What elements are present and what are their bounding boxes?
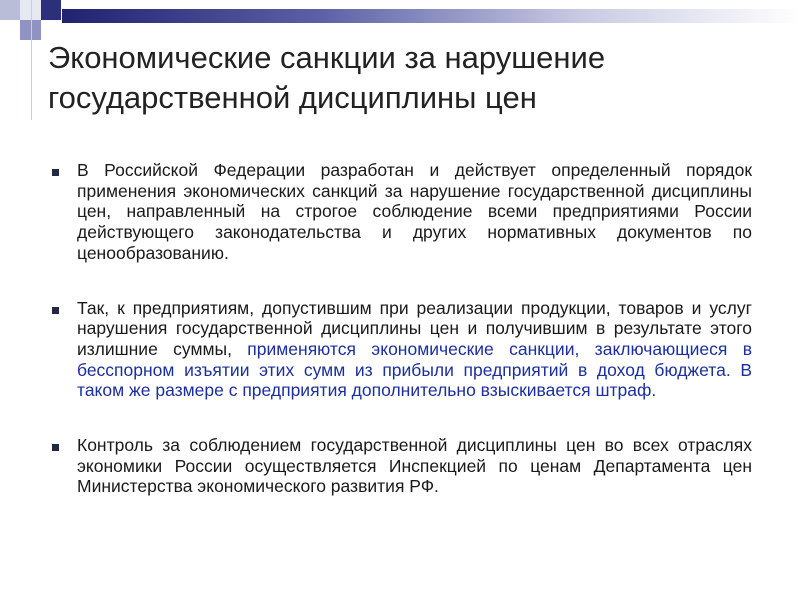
decor-square bbox=[0, 0, 20, 20]
slide-title: Экономические санкции за нарушение государственной дисциплины цен bbox=[48, 40, 606, 115]
decor-vertical-line bbox=[31, 0, 32, 120]
square-bullet-icon bbox=[52, 444, 59, 451]
highlighted-text: применяются экономические санкции, заключающиеся в бесспорном изъятии этих сумм из прибыли предприятий в доход бюджета. В таком же размере с предприятия дополнительно взыскивается штраф. bbox=[77, 338, 752, 401]
header-gradient-bar bbox=[62, 9, 800, 23]
bullet-text: В Российской Федерации разработан и действует определенный порядок применения экономических санкций за нарушение государственной дисциплины цен, направленный на строгое соблюдение всеми предприятиями России действующего законодательства и других нормативных документов по ценообразованию. bbox=[77, 160, 752, 263]
square-bullet-icon bbox=[52, 307, 59, 314]
bullet-text: Контроль за соблюдением государственной дисциплины цен во всех отраслях экономики России осуществляется Инспекцией по ценам Департамента цен Министерства экономического развития РФ. bbox=[77, 435, 752, 497]
bullet-list bbox=[52, 160, 752, 497]
bullet-item bbox=[52, 160, 752, 264]
bullet-text: Так, к предприятиям, допустившим при реализации продукции, товаров и услуг нарушения государственной дисциплины цен и получившим в результате этого излишние суммы, bbox=[77, 297, 752, 359]
bullet-item bbox=[52, 298, 752, 402]
square-bullet-icon bbox=[52, 169, 59, 176]
decor-square bbox=[41, 0, 61, 20]
bullet-item bbox=[52, 435, 752, 497]
decor-square bbox=[0, 20, 20, 40]
